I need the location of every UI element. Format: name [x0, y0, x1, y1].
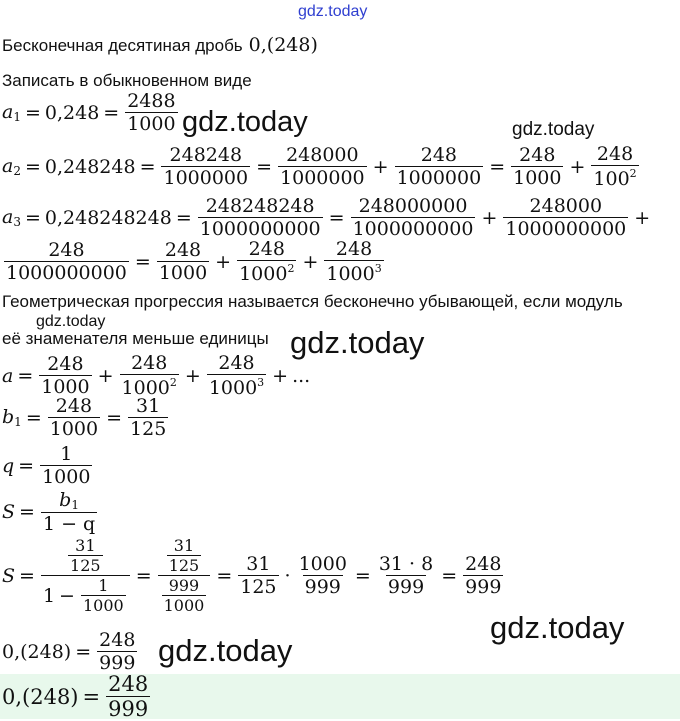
- math-token: 1000: [158, 262, 208, 284]
- fraction: [349, 197, 478, 239]
- fraction: [2, 241, 131, 283]
- watermark-lower-right: gdz.today: [490, 610, 625, 645]
- math-token: 125: [240, 576, 277, 598]
- math-token: =: [24, 155, 41, 178]
- math-token: 1000000: [396, 167, 482, 189]
- fraction: [276, 146, 369, 188]
- math-token: 999: [387, 576, 425, 598]
- math-token: 1000: [41, 376, 90, 398]
- math-token: =: [328, 206, 345, 229]
- math-token: 248: [420, 144, 458, 166]
- math-token: =: [489, 155, 506, 178]
- math-token: 31: [246, 553, 271, 575]
- math-token: =: [82, 684, 101, 709]
- math-token: q: [2, 454, 15, 477]
- title-line: [2, 34, 318, 56]
- math-token: 1: [60, 443, 73, 465]
- math-token: 0,(248): [2, 684, 79, 709]
- math-token: 1000: [82, 596, 124, 615]
- math-token: 1000000: [163, 167, 249, 189]
- math-token: =: [17, 364, 34, 387]
- math-token: =: [256, 155, 273, 178]
- math-token: b: [59, 489, 72, 511]
- math-token: 248248: [169, 144, 243, 166]
- math-token: =: [103, 101, 120, 124]
- watermark-a1: gdz.today: [182, 106, 308, 138]
- math-token: 248: [47, 353, 84, 375]
- math-token: [207, 374, 266, 398]
- math-token: 999: [304, 576, 341, 598]
- instruction-text: Записать в обыкновенном виде: [2, 71, 252, 90]
- math-token: 1000000: [280, 167, 365, 189]
- equation-a3-line2: [2, 240, 386, 284]
- math-token: 3: [13, 215, 21, 229]
- fraction: [95, 631, 139, 673]
- math-token: 1: [13, 110, 21, 124]
- math-token: [163, 538, 206, 575]
- math-token: 1000: [239, 263, 288, 285]
- math-token: a: [2, 101, 14, 123]
- watermark-top: gdz.today: [298, 3, 368, 20]
- math-token: =: [75, 640, 92, 663]
- math-token: 248: [596, 143, 634, 165]
- math-token: 248: [519, 144, 556, 166]
- math-token: =: [106, 406, 123, 429]
- math-token: [237, 260, 296, 284]
- math-token: =: [18, 454, 35, 477]
- fraction: [159, 146, 252, 188]
- math-token: 248: [55, 395, 93, 417]
- math-token: 1: [71, 498, 79, 512]
- math-token: =: [19, 501, 35, 523]
- math-token: 2: [287, 262, 295, 275]
- fraction: [196, 197, 325, 239]
- math-token: [57, 491, 81, 512]
- math-token: a: [2, 364, 14, 387]
- math-token: 1000: [121, 377, 170, 399]
- fraction: [156, 538, 213, 614]
- math-token: =: [135, 564, 152, 587]
- equation-q: [2, 445, 94, 487]
- math-token: 248: [164, 239, 202, 261]
- math-token: ...: [292, 364, 311, 387]
- math-token: =: [216, 564, 233, 587]
- equation-a1: [2, 92, 180, 134]
- math-token: 1000: [298, 553, 347, 575]
- math-token: 31 · 8: [378, 553, 434, 575]
- math-token: 248: [108, 672, 149, 696]
- math-token: b: [2, 406, 15, 428]
- math-token: 999: [465, 576, 502, 598]
- math-token: 31: [75, 536, 96, 555]
- math-token: 248: [131, 352, 168, 374]
- equation-a-sum: [2, 354, 310, 398]
- math-token: 248: [99, 629, 136, 651]
- math-token: =: [139, 155, 156, 178]
- fraction: [46, 397, 102, 439]
- math-token: 1: [14, 415, 22, 429]
- math-token: 1 − q: [42, 513, 96, 535]
- fraction: [322, 240, 385, 284]
- math-token: 999: [168, 576, 200, 595]
- math-token: =: [441, 564, 458, 587]
- math-token: =: [19, 564, 35, 587]
- math-token: 2: [629, 167, 637, 180]
- math-token: 125: [130, 418, 167, 440]
- math-token: 248: [248, 238, 285, 260]
- fraction: [104, 674, 152, 720]
- math-token: 1000: [208, 377, 258, 399]
- fraction: [236, 555, 280, 597]
- math-token: 248: [335, 238, 373, 260]
- math-token: 1000: [513, 167, 562, 189]
- fraction: [295, 555, 351, 597]
- math-token: =: [24, 206, 41, 229]
- equation-s-formula: [2, 491, 99, 534]
- math-token: [2, 103, 21, 123]
- math-token: [66, 538, 105, 574]
- math-token: 125: [168, 556, 200, 575]
- math-token: =: [24, 101, 41, 124]
- math-token: [64, 538, 107, 575]
- math-token: 1: [98, 576, 109, 595]
- final-answer: [2, 674, 152, 720]
- math-token: [41, 575, 130, 614]
- math-token: =: [354, 564, 371, 587]
- math-token: 248000: [529, 195, 603, 217]
- fraction: [375, 555, 437, 597]
- math-token: 1000: [49, 418, 99, 440]
- fraction: [123, 92, 179, 134]
- math-token: 1000000000: [6, 262, 127, 284]
- fraction: [39, 538, 132, 614]
- equation-a2: [2, 145, 641, 189]
- math-token: 3: [374, 262, 382, 275]
- math-token: 0,(248): [2, 640, 72, 663]
- math-token: +: [634, 206, 651, 229]
- fraction: [37, 355, 93, 397]
- geo-text-line2: её знаменателя меньше единицы: [2, 329, 269, 348]
- math-token: a: [2, 155, 14, 177]
- math-token: [2, 157, 21, 177]
- fraction: [509, 146, 565, 188]
- math-token: S: [2, 564, 16, 587]
- math-token: 3: [257, 376, 265, 389]
- math-token: 31: [136, 395, 161, 417]
- math-token: 1000000000: [199, 218, 321, 240]
- fraction: [155, 241, 211, 283]
- math-token: 248000000: [358, 195, 468, 217]
- fraction: [126, 397, 170, 439]
- watermark-bottom: gdz.today: [158, 633, 293, 668]
- math-token: +: [569, 155, 586, 178]
- math-token: [160, 578, 209, 614]
- math-token: 248: [465, 553, 502, 575]
- fraction: [38, 445, 94, 487]
- fraction: [235, 240, 298, 284]
- math-token: 2488: [127, 90, 176, 112]
- geo-text-line1: Геометрическая прогрессия называется бесконечно убывающей, если модуль: [2, 292, 623, 311]
- math-token: 2: [169, 376, 177, 389]
- equation-a3-line1: [2, 197, 654, 239]
- math-token: 248: [218, 352, 255, 374]
- math-token: [591, 165, 638, 189]
- math-token: +: [302, 250, 319, 273]
- math-token: 999: [108, 697, 149, 721]
- equation-result: [2, 631, 139, 673]
- watermark-left-small: gdz.today: [36, 313, 106, 330]
- math-token: [79, 578, 128, 614]
- math-token: a: [2, 206, 14, 228]
- fraction: [461, 555, 505, 597]
- math-token: S: [2, 501, 16, 523]
- math-token: −: [59, 584, 75, 607]
- math-token: 999: [99, 652, 136, 674]
- math-token: 1000000000: [352, 218, 474, 240]
- math-token: 1000: [326, 263, 375, 285]
- math-token: 1: [42, 584, 56, 607]
- math-token: 100: [593, 168, 630, 190]
- math-token: +: [481, 206, 498, 229]
- math-token: [158, 575, 211, 614]
- math-token: 0,248: [44, 101, 100, 124]
- math-token: +: [272, 364, 289, 387]
- math-token: ·: [284, 564, 291, 587]
- math-token: 248: [48, 239, 85, 261]
- math-token: 125: [70, 556, 101, 575]
- math-token: [2, 408, 22, 428]
- fraction: [589, 145, 640, 189]
- math-token: 1000000000: [505, 218, 627, 240]
- math-token: +: [184, 364, 201, 387]
- math-token: [2, 208, 21, 228]
- math-token: =: [134, 250, 151, 273]
- title-text: Бесконечная десятиная дробь: [2, 36, 243, 55]
- math-token: =: [25, 406, 42, 429]
- math-token: +: [215, 250, 232, 273]
- watermark-right-small: gdz.today: [512, 119, 595, 140]
- fraction: [205, 354, 268, 398]
- math-token: 1000: [127, 113, 176, 135]
- fraction: [39, 491, 99, 534]
- watermark-mid: gdz.today: [290, 325, 425, 360]
- math-token: 1000: [42, 466, 91, 488]
- fraction: [118, 354, 181, 398]
- fraction: [393, 146, 486, 188]
- math-token: 0,248248248: [44, 206, 172, 229]
- math-token: +: [372, 155, 389, 178]
- math-token: 248248248: [205, 195, 315, 217]
- equation-b1: [2, 397, 170, 439]
- math-token: 31: [173, 536, 195, 555]
- fraction: [501, 197, 630, 239]
- math-token: 1000: [163, 596, 205, 615]
- title-math: 0,(248): [248, 34, 318, 56]
- math-token: [324, 260, 383, 284]
- math-token: 2: [13, 164, 21, 178]
- math-token: +: [97, 364, 114, 387]
- math-token: =: [175, 206, 192, 229]
- equation-s-compute: [2, 538, 505, 614]
- math-token: 248000: [286, 144, 359, 166]
- math-token: [165, 538, 204, 574]
- math-token: 0,248248: [44, 155, 136, 178]
